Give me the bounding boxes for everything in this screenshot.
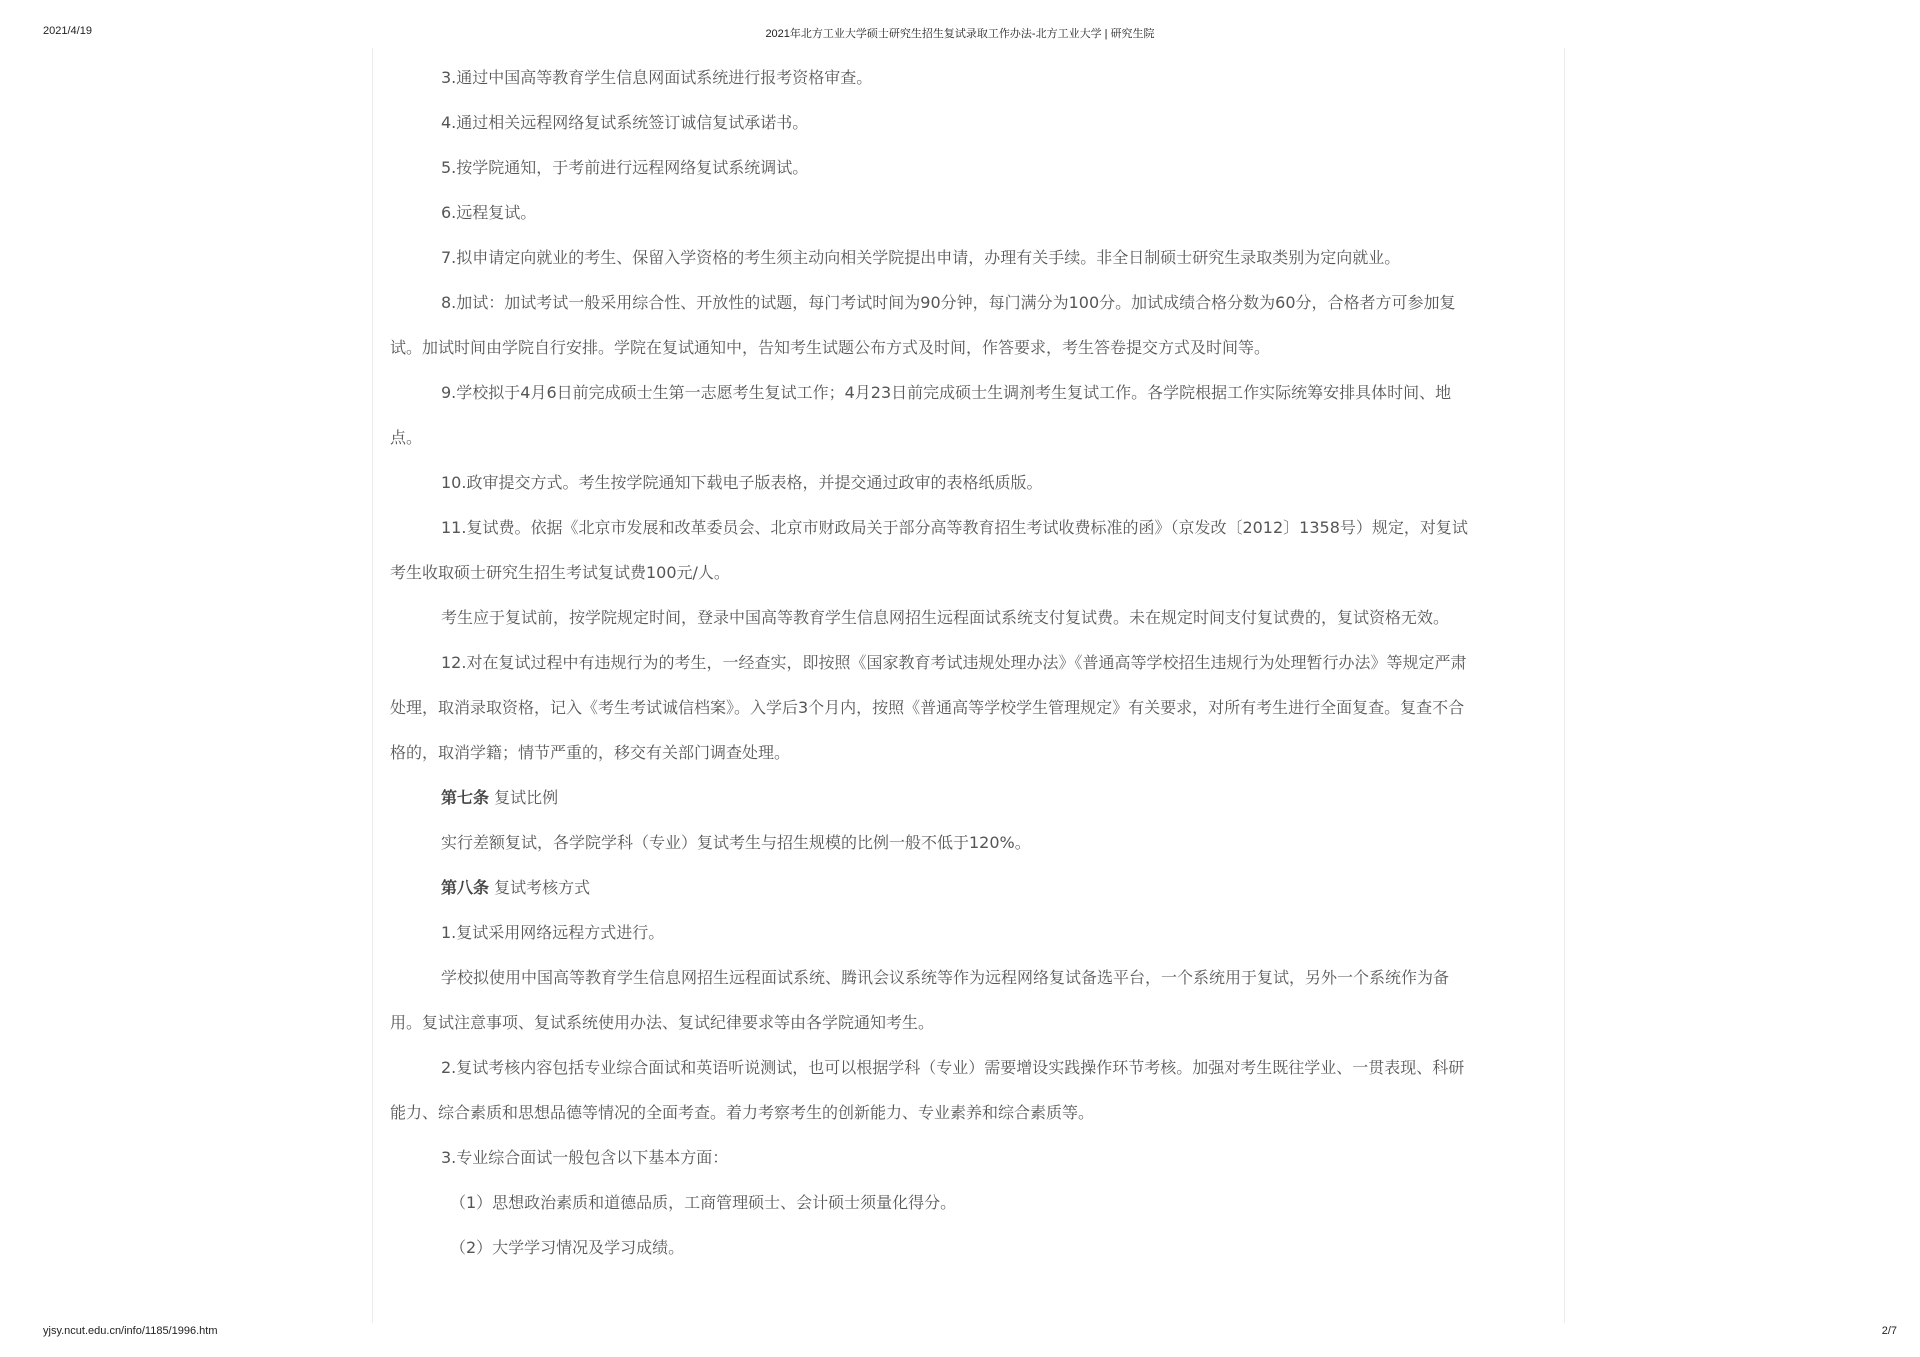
print-date: 2021/4/19: [43, 25, 92, 37]
article-8-title: 复试考核方式: [489, 878, 591, 897]
paragraph-ratio: 实行差额复试，各学院学科（专业）复试考生与招生规模的比例一般不低于120%。: [441, 833, 1031, 852]
list-item-2: （2）大学学习情况及学习成绩。: [450, 1238, 685, 1257]
paragraph-fee-payment: 考生应于复试前，按学院规定时间，登录中国高等教育学生信息网招生远程面试系统支付复试费。未在规定时间支付复试费的，复试资格无效。: [441, 608, 1450, 627]
paragraph-step-11-line-1: 11.复试费。依据《北京市发展和改革委员会、北京市财政局关于部分高等教育招生考试收费标准的函》（京发改〔2012〕1358号）规定，对复试: [441, 518, 1468, 537]
paragraph-step-12-line-2: 处理，取消录取资格，记入《考生考试诚信档案》。入学后3个月内，按照《普通高等学校学生管理规定》有关要求，对所有考生进行全面复查。复查不合: [390, 698, 1465, 717]
paragraph-step-5: 5.按学院通知，于考前进行远程网络复试系统调试。: [441, 158, 809, 177]
paragraph-step-12-line-1: 12.对在复试过程中有违规行为的考生，一经查实，即按照《国家教育考试违规处理办法》《普通高等学校招生违规行为处理暂行办法》等规定严肃: [441, 653, 1467, 672]
list-item-1: （1）思想政治素质和道德品质，工商管理硕士、会计硕士须量化得分。: [450, 1193, 957, 1212]
paragraph-step-7: 7.拟申请定向就业的考生、保留入学资格的考生须主动向相关学院提出申请，办理有关手续。非全日制硕士研究生录取类别为定向就业。: [441, 248, 1401, 267]
article-7-label: 第七条: [441, 788, 490, 807]
page-number: 2/7: [1881, 1325, 1897, 1337]
paragraph-step-11-line-2: 考生收取硕士研究生招生考试复试费100元/人。: [390, 563, 730, 582]
paragraph-method-1: 1.复试采用网络远程方式进行。: [441, 923, 665, 942]
paragraph-step-8-line-2: 试。加试时间由学院自行安排。学院在复试通知中，告知考生试题公布方式及时间，作答要求，考生答卷提交方式及时间等。: [390, 338, 1271, 357]
print-url: yjsy.ncut.edu.cn/info/1185/1996.htm: [43, 1325, 218, 1337]
article-7-title: 复试比例: [489, 788, 559, 807]
paragraph-method-2-line-1: 2.复试考核内容包括专业综合面试和英语听说测试，也可以根据学科（专业）需要增设实践操作环节考核。加强对考生既往学业、一贯表现、科研: [441, 1058, 1465, 1077]
paragraph-step-3: 3.通过中国高等教育学生信息网面试系统进行报考资格审查。: [441, 68, 873, 87]
article-7-heading: [390, 775, 1550, 820]
paragraph-platform-line-1: 学校拟使用中国高等教育学生信息网招生远程面试系统、腾讯会议系统等作为远程网络复试备选平台，一个系统用于复试，另外一个系统作为备: [441, 968, 1450, 987]
article-body: [390, 55, 1550, 1270]
paragraph-method-2-line-2: 能力、综合素质和思想品德等情况的全面考查。着力考察考生的创新能力、专业素养和综合素质等。: [390, 1103, 1095, 1122]
print-page-title: 2021年北方工业大学硕士研究生招生复试录取工作办法-北方工业大学 | 研究生院: [765, 28, 1155, 40]
paragraph-step-6: 6.远程复试。: [441, 203, 537, 222]
paragraph-step-9-line-2: 点。: [390, 428, 423, 447]
paragraph-step-4: 4.通过相关远程网络复试系统签订诚信复试承诺书。: [441, 113, 809, 132]
article-8-label: 第八条: [441, 878, 490, 897]
paragraph-step-10: 10.政审提交方式。考生按学院通知下载电子版表格，并提交通过政审的表格纸质版。: [441, 473, 1043, 492]
article-8-heading: [390, 865, 1550, 910]
paragraph-step-8-line-1: 8.加试：加试考试一般采用综合性、开放性的试题，每门考试时间为90分钟，每门满分为100分。加试成绩合格分数为60分，合格者方可参加复: [441, 293, 1456, 312]
paragraph-step-9-line-1: 9.学校拟于4月6日前完成硕士生第一志愿考生复试工作；4月23日前完成硕士生调剂考生复试工作。各学院根据工作实际统筹安排具体时间、地: [441, 383, 1452, 402]
paragraph-method-3: 3.专业综合面试一般包含以下基本方面：: [441, 1148, 729, 1167]
paragraph-platform-line-2: 用。复试注意事项、复试系统使用办法、复试纪律要求等由各学院通知考生。: [390, 1013, 935, 1032]
paragraph-step-12-line-3: 格的，取消学籍；情节严重的，移交有关部门调查处理。: [390, 743, 791, 762]
